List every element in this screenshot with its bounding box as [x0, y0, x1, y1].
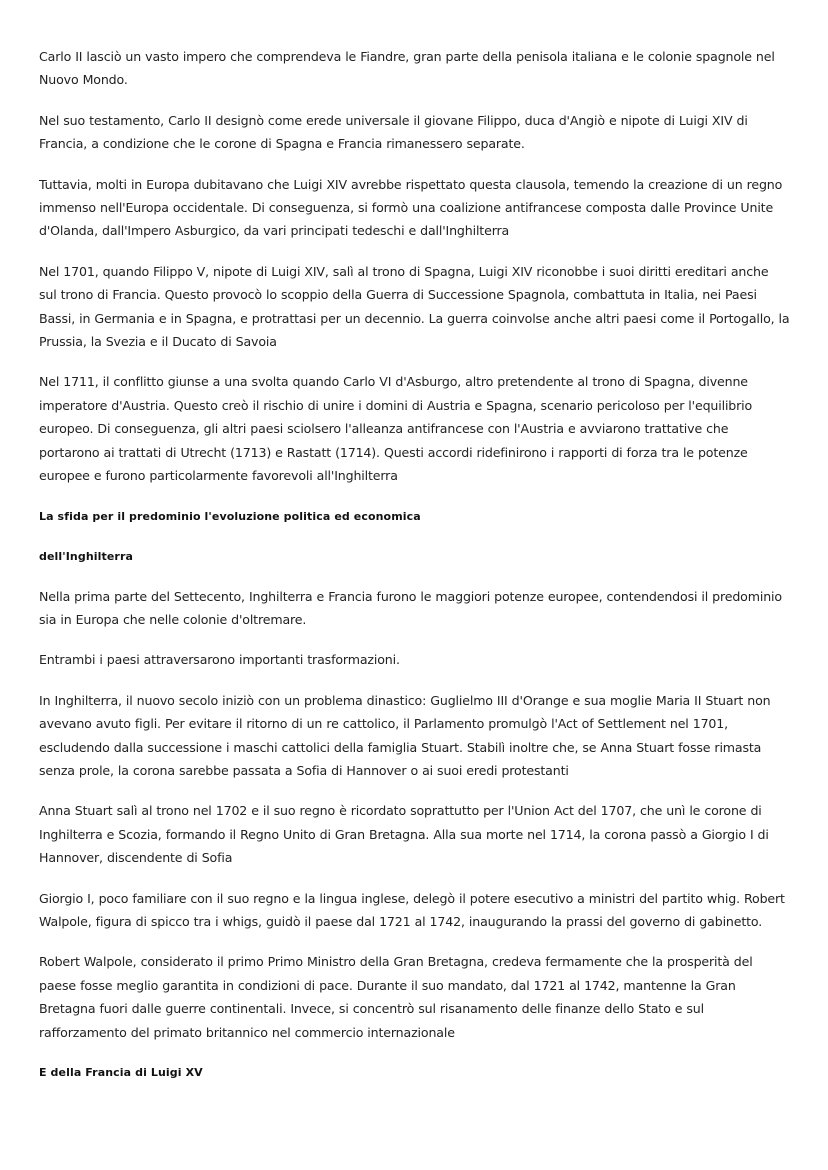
paragraph-giorgio-i: Giorgio I, poco familiare con il suo regno e la lingua inglese, delegò il potere esecutivo a ministri del partito whig. Robert Walpole, figura di spicco tra i whigs, guidò il paese dal 1721 al 1742, inaugurando la prassi del governo di gabinetto.	[39, 890, 785, 929]
section-heading-france: E della Francia di Luigi XV	[39, 1066, 203, 1079]
paragraph-succession-war: Nel 1701, quando Filippo V, nipote di Luigi XIV, salì al trono di Spagna, Luigi XIV riconobbe i suoi diritti ereditari anche sul trono di Francia. Questo provocò lo scoppio della Guerra di Successione Spagnola, combattuta in Italia, nei Paesi Bassi, in Germania e in Spagna, e protrattasi per un decennio. La guerra coinvolse anche altri paesi come il Portogallo, la Prussia, la Svezia e il Ducato di Savoia	[39, 263, 790, 350]
paragraph-union-act: Anna Stuart salì al trono nel 1702 e il suo regno è ricordato soprattutto per l'Union Act del 1707, che unì le corone di Inghilterra e Scozia, formando il Regno Unito di Gran Bretagna. Alla sua morte nel 1714, la corona passò a Giorgio I di Hannover, discendente di Sofia	[39, 803, 769, 866]
paragraph-act-of-settlement: In Inghilterra, il nuovo secolo iniziò con un problema dinastico: Guglielmo III d'Orange e sua moglie Maria II Stuart non avevano avuto figli. Per evitare il ritorno di un re cattolico, il Parlamento promulgò l'Act of Settlement nel 1701, escludendo dalla successione i maschi cattolici della famiglia Stuart. Stabilì inoltre che, se Anna Stuart fosse rimasta senza prole, la corona sarebbe passata a Sofia di Hannover o ai suoi eredi protestanti	[39, 692, 771, 778]
paragraph-testament: Nel suo testamento, Carlo II designò come erede universale il giovane Filippo, duca d'Angiò e nipote di Luigi XIV di Francia, a condizione che le corone di Spagna e Francia rimanessero separate.	[39, 112, 748, 152]
section-heading-line-1: La sfida per il predominio l'evoluzione politica ed economica	[39, 509, 421, 523]
paragraph-coalition: Tuttavia, molti in Europa dubitavano che Luigi XIV avrebbe rispettato questa clausola, temendo la creazione di un regno immenso nell'Europa occidentale. Di conseguenza, si formò una coalizione antifrancese composta dalle Province Unite d'Olanda, dall'Impero Asburgico, da vari principati tedeschi e dall'Inghilterra	[39, 176, 783, 239]
paragraph-england-france-powers: Nella prima parte del Settecento, Inghilterra e Francia furono le maggiori potenze europee, contendendosi il predominio sia in Europa che nelle colonie d'oltremare.	[39, 588, 782, 627]
paragraph-walpole: Robert Walpole, considerato il primo Primo Ministro della Gran Bretagna, credeva fermamente che la prosperità del paese fosse meglio garantita in condizioni di pace. Durante il suo mandato, dal 1721 al 1742, mantenne la Gran Bretagna fuori dalle guerre continentali. Invece, si concentrò sul risanamento delle finanze dello Stato e sul rafforzamento del primato britannico nel commercio internazionale	[39, 954, 753, 1040]
paragraph-transformations: Entrambi i paesi attraversarono importanti trasformazioni.	[39, 652, 400, 668]
section-heading-line-2: dell'Inghilterra	[39, 549, 134, 563]
paragraph-carlo-ii-empire: Carlo II lasciò un vasto impero che comprendeva le Fiandre, gran parte della penisola italiana e le colonie spagnole nel Nuovo Mondo.	[39, 49, 775, 88]
paragraph-utrecht-rastatt: Nel 1711, il conflitto giunse a una svolta quando Carlo VI d'Asburgo, altro pretendente al trono di Spagna, divenne imperatore d'Austria. Questo creò il rischio di unire i domini di Austria e Spagna, scenario pericoloso per l'equilibrio europeo. Di conseguenza, gli altri paesi sciolsero l'alleanza antifrancese con l'Austria e avviarono trattative che portarono ai trattati di Utrecht (1713) e Rastatt (1714). Questi accordi ridefinirono i rapporti di forza tra le potenze europee e furono particolarmente favorevoli all'Inghilterra	[39, 374, 753, 484]
